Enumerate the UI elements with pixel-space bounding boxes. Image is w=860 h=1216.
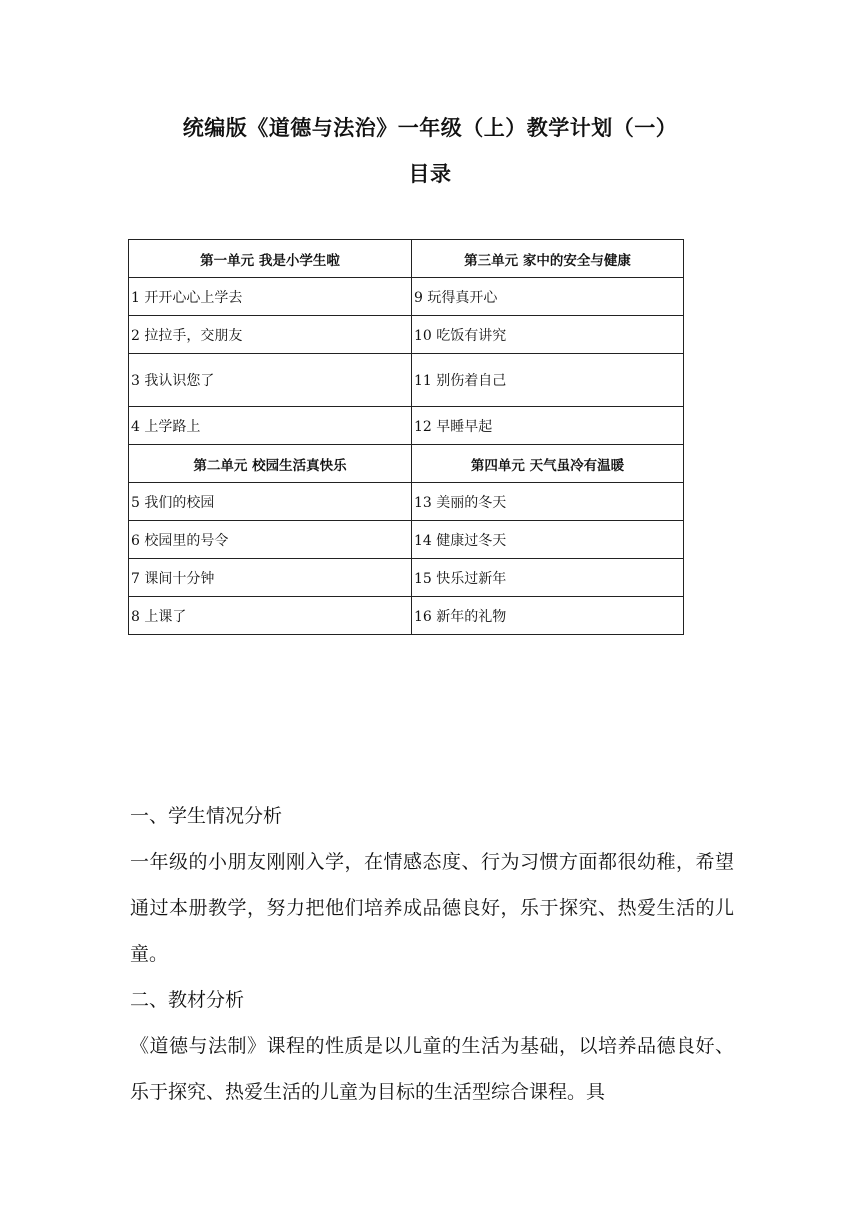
lesson-14: 14 健康过冬天 xyxy=(412,521,684,559)
lesson-1: 1 开开心心上学去 xyxy=(129,278,412,316)
section-heading-textbook-analysis: 二、教材分析 xyxy=(130,989,245,1011)
table-row xyxy=(129,597,684,635)
unit3-heading: 第三单元 家中的安全与健康 xyxy=(412,240,684,278)
lesson-11: 11 别伤着自己 xyxy=(412,354,684,407)
table-row xyxy=(129,407,684,445)
table-row xyxy=(129,278,684,316)
lesson-4: 4 上学路上 xyxy=(129,407,412,445)
lesson-16: 16 新年的礼物 xyxy=(412,597,684,635)
table-row xyxy=(129,445,684,483)
section-paragraph-textbook-analysis: 《道德与法制》课程的性质是以儿童的生活为基础，以培养品德良好、乐于探究、热爱生活的儿童为目标的生活型综合课程。具 xyxy=(130,1035,734,1103)
table-row xyxy=(129,521,684,559)
unit1-heading: 第一单元 我是小学生啦 xyxy=(129,240,412,278)
lesson-7: 7 课间十分钟 xyxy=(129,559,412,597)
table-row xyxy=(129,316,684,354)
document-title: 统编版《道德与法治》一年级（上）教学计划（一） xyxy=(182,116,678,140)
lesson-13: 13 美丽的冬天 xyxy=(412,483,684,521)
table-row xyxy=(129,483,684,521)
unit2-heading: 第二单元 校园生活真快乐 xyxy=(129,445,412,483)
body-text xyxy=(130,793,734,1115)
lesson-6: 6 校园里的号令 xyxy=(129,521,412,559)
table-of-contents xyxy=(128,239,684,635)
document-subtitle: 目录 xyxy=(408,162,452,186)
table-row xyxy=(129,559,684,597)
lesson-5: 5 我们的校园 xyxy=(129,483,412,521)
section-paragraph-student-analysis: 一年级的小朋友刚刚入学，在情感态度、行为习惯方面都很幼稚，希望通过本册教学，努力把他们培养成品德良好，乐于探究、热爱生活的儿童。 xyxy=(130,851,734,965)
lesson-8: 8 上课了 xyxy=(129,597,412,635)
lesson-10: 10 吃饭有讲究 xyxy=(412,316,684,354)
table-row xyxy=(129,240,684,278)
unit4-heading: 第四单元 天气虽冷有温暖 xyxy=(412,445,684,483)
table-row xyxy=(129,354,684,407)
lesson-3: 3 我认识您了 xyxy=(129,354,412,407)
section-heading-student-analysis: 一、学生情况分析 xyxy=(130,805,283,827)
lesson-2: 2 拉拉手，交朋友 xyxy=(129,316,412,354)
lesson-15: 15 快乐过新年 xyxy=(412,559,684,597)
lesson-9: 9 玩得真开心 xyxy=(412,278,684,316)
lesson-12: 12 早睡早起 xyxy=(412,407,684,445)
